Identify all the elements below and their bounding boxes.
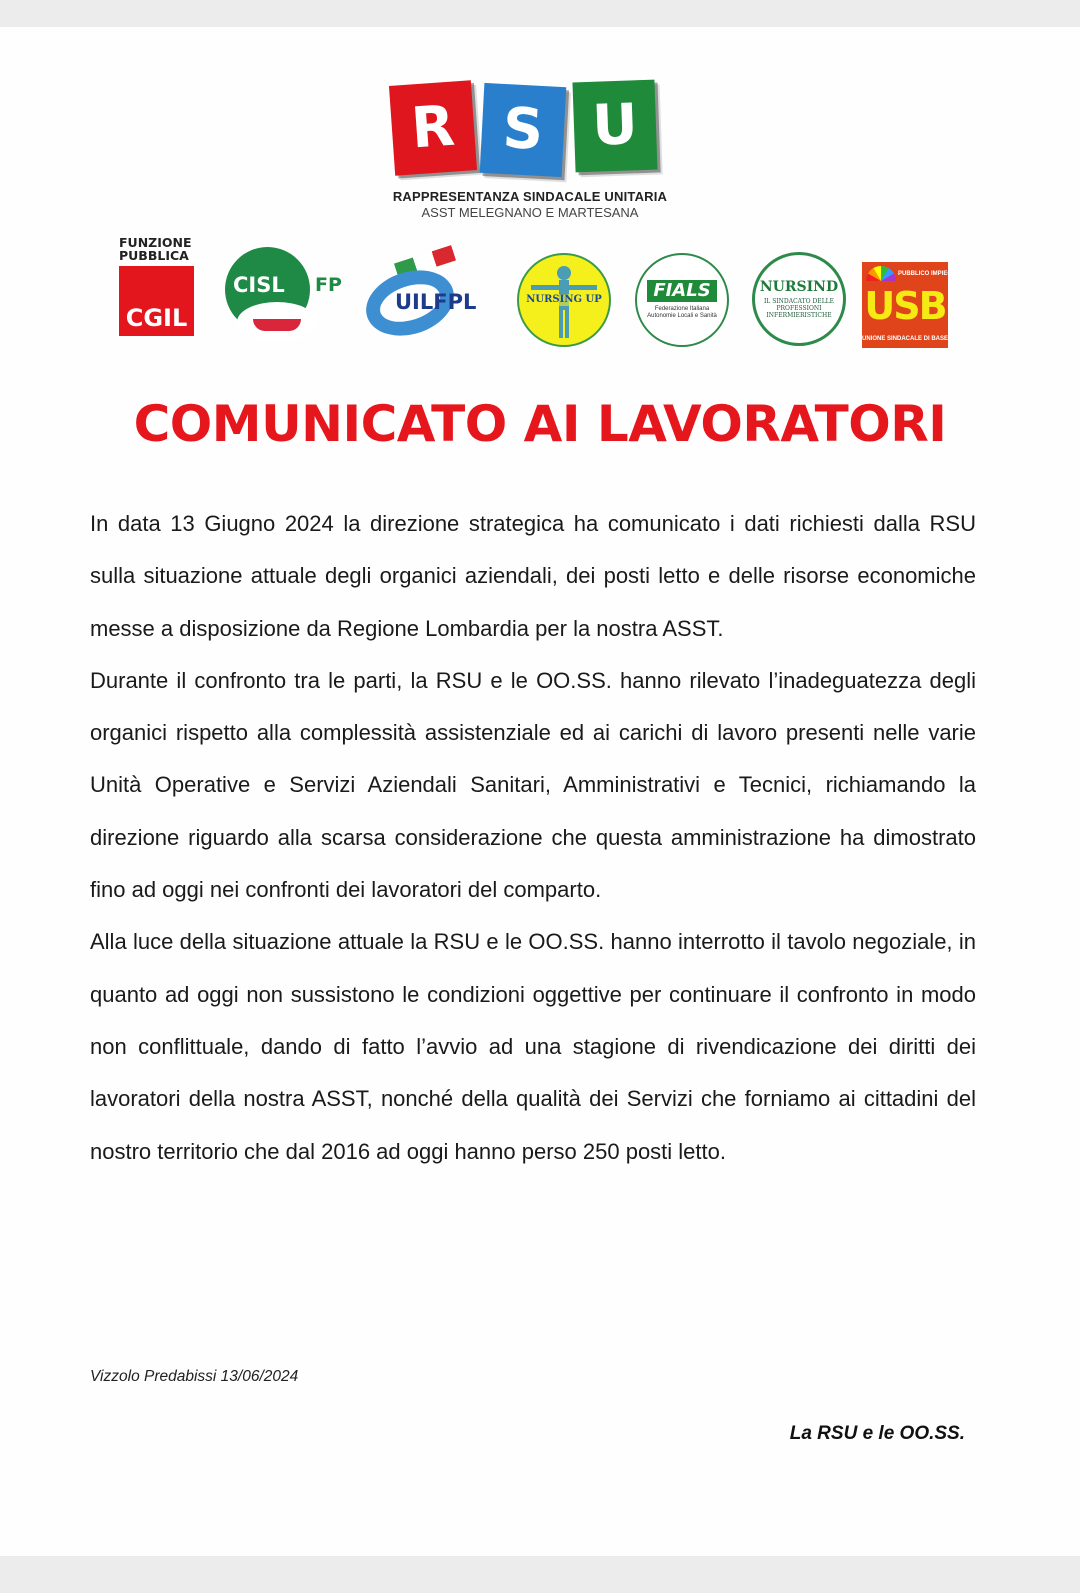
document-page <box>0 27 1080 1556</box>
rsu-logo <box>390 79 670 179</box>
rsu-logo-letter-r: R <box>389 80 477 176</box>
usb-top: PUBBLICO IMPIEGO <box>898 271 957 277</box>
paragraph-3: Alla luce della situazione attuale la RSU e le OO.SS. hanno interrotto il tavolo negoziale, in quanto ad oggi non sussistono le condizioni oggettive per continuare il confronto in modo non conflittuale, dando di fatto l’avvio ad una stagione di rivendicazione dei diritti dei lavoratori della nostra ASST, nonché della qualità dei Servizi che forniamo ai cittadini del nostro territorio che dal 2016 ad oggi hanno perso 250 posti letto. <box>90 929 976 1164</box>
place-date: Vizzolo Predabissi 13/06/2024 <box>90 1368 299 1385</box>
cisl-red-arc-icon <box>253 319 301 331</box>
rsu-logo-letter-s: S <box>480 83 567 177</box>
rsu-subcaption: ASST MELEGNANO E MARTESANA <box>421 205 639 220</box>
uil-name: UILFPL <box>395 290 477 314</box>
signature: La RSU e le OO.SS. <box>789 1423 965 1444</box>
fials-name: FIALS <box>647 280 716 302</box>
fials-inner <box>637 255 727 345</box>
nursind-name: NURSIND <box>759 279 839 295</box>
rainbow-icon <box>866 266 896 281</box>
nursing-up-logo <box>517 253 611 347</box>
usb-logo <box>862 262 957 348</box>
cgil-fp-logo <box>119 236 194 336</box>
cisl-name: CISL <box>233 273 285 297</box>
document-body <box>90 498 976 1178</box>
nursind-subtitle: IL SINDACATO DELLE PROFESSIONI INFERMIERISTICHE <box>763 298 835 319</box>
uil-fpl-logo <box>365 252 505 342</box>
cgil-top-line1: FUNZIONE <box>119 235 192 250</box>
cgil-name: CGIL <box>119 266 194 336</box>
paragraph-2: Durante il confronto tra le parti, la RSU e le OO.SS. hanno rilevato l’inadeguatezza degli organici rispetto alla complessità assistenziale ed ai carichi di lavoro presenti nelle varie Unità Operative e Servizi Aziendali Sanitari, Amministrativi e Tecnici, richiamando la direzione riguardo alla scarsa considerazione che questa amministrazione ha dimostrato fino ad oggi nei confronti dei lavoratori del comparto. <box>90 667 976 903</box>
page-title: COMUNICATO AI LAVORATORI <box>133 395 947 453</box>
paragraph-1: In data 13 Giugno 2024 la direzione strategica ha comunicato i dati richiesti dalla RSU sulla situazione attuale degli organici aziendali, dei posti letto e delle risorse economiche messe a disposizione da Regione Lombardia per la nostra ASST. <box>90 511 976 641</box>
nursind-logo <box>752 252 846 346</box>
fials-subtitle: Federazione Italiana Autonomie Locali e Sanità <box>647 306 717 319</box>
rsu-caption: RAPPRESENTANZA SINDACALE UNITARIA <box>392 189 668 204</box>
cisl-suffix: FP <box>315 274 342 296</box>
usb-footer: UNIONE SINDACALE DI BASE <box>862 336 949 342</box>
nursind-inner <box>755 255 843 343</box>
cisl-fp-logo <box>225 247 350 337</box>
fials-logo <box>635 253 729 347</box>
usb-name: USB <box>864 284 946 328</box>
nursing-up-inner <box>519 255 609 345</box>
nursing-up-name: NURSING UP <box>526 294 602 305</box>
cgil-top-line2: PUBBLICA <box>119 248 189 263</box>
rsu-logo-letter-u: U <box>572 80 657 173</box>
union-logos-row <box>0 232 1080 352</box>
